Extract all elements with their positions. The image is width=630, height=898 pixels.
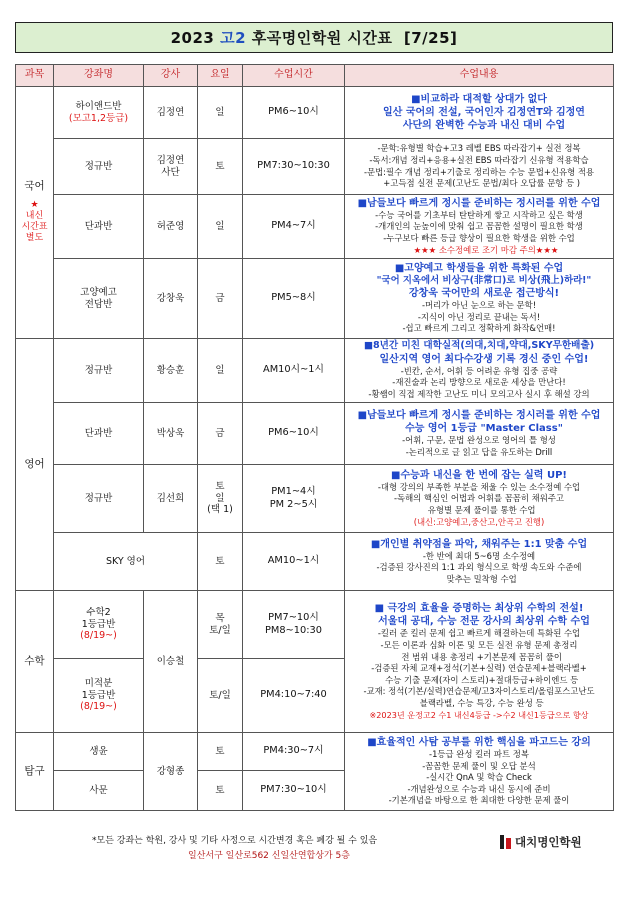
header-course: 강좌명 <box>54 65 144 87</box>
course-cell: 단과반 <box>54 403 144 465</box>
teacher-cell: 김정연 <box>144 87 198 139</box>
star-icon: ★ <box>30 199 39 210</box>
time-cell: PM5~8시 <box>243 259 345 339</box>
footer-note: *모든 강좌는 학원, 강사 및 기타 사정으로 시간변경 혹은 폐강 될 수 있음 <box>92 836 378 846</box>
table-row <box>16 139 614 195</box>
course-cell: SKY 영어 <box>54 533 198 591</box>
logo-mark-icon <box>500 835 511 849</box>
header-time: 수업시간 <box>243 65 345 87</box>
day-cell: 토 일 (택 1) <box>198 465 243 533</box>
schedule-table <box>15 64 614 811</box>
course-cell: 생윤 <box>54 733 144 771</box>
course-cell: 단과반 <box>54 195 144 259</box>
table-row <box>16 465 614 533</box>
course-cell: 사문 <box>54 771 144 811</box>
content-cell: ■효율적인 사탐 공부를 위한 핵심을 파고드는 강의 -1등급 완성 킬러 파트 정복 -꼼꼼한 문제 풀이 및 오답 분석 -실시간 QnA 및 학습 Check -개념완성으로 수능과 내신 동시에 준비 -기본개념을 바탕으로 한 최대한 다양한 문제 풀이 <box>345 733 614 811</box>
course-cell: 수학2 1등급반 (8/19~) <box>54 591 144 659</box>
content-cell: ■개인별 취약점을 파악, 채워주는 1:1 맞춤 수업 -한 반에 최대 5~6명 소수정예 -검증된 강사진의 1:1 과외 형식으로 학생 속도와 수준에 맞추는 밀착형 수업 <box>345 533 614 591</box>
footer-address: 일산서구 일산로562 신일산연합상가 5층 <box>188 851 350 861</box>
table-row <box>16 733 614 771</box>
teacher-cell: 박상욱 <box>144 403 198 465</box>
course-cell: 고양예고 전담반 <box>54 259 144 339</box>
header-content: 수업내용 <box>345 65 614 87</box>
title-grade: 고2 <box>220 29 247 47</box>
table-row <box>16 195 614 259</box>
content-cell: ■8년간 미친 대학실적(의대,치대,약대,SKY무한배출) 일산지역 영어 최다수강생 기록 경신 중인 수업! -빈칸, 순서, 어휘 등 어려운 유형 집중 공략 -재진술과 논리 방향으로 새로운 세상을 만난다! -황쌤이 직접 제작한 고난도 미니 모의고사 실시 후 해설 강의 <box>345 339 614 403</box>
header-subject: 과목 <box>16 65 54 87</box>
day-cell: 토 <box>198 533 243 591</box>
course-cell: 정규반 <box>54 339 144 403</box>
content-cell: ■남들보다 빠르게 정시를 준비하는 정시러를 위한 수업 -수능 국어를 기초부터 탄탄하게 쌓고 시작하고 싶은 학생 -개개인의 눈높이에 맞춰 쉽고 꼼꼼한 설명이 필요한 학생 -누구보다 빠른 등급 향상이 필요한 학생을 위한 수업 ★★★ 소수정예로 조기 마감 주의★★★ <box>345 195 614 259</box>
content-cell: ■고양예고 학생들을 위한 특화된 수업 "국어 지옥에서 비상구(非常口)로 비상(飛上)하라!" 강창욱 국어만의 새로운 접근방식! -머리가 아닌 눈으로 하는 문학! -지식이 아닌 정리로 끝내는 독서! -쉽고 빠르게 그리고 정확하게 화작&언매! <box>345 259 614 339</box>
teacher-cell: 김정연 사단 <box>144 139 198 195</box>
title-year: 2023 <box>170 28 215 47</box>
table-row <box>16 403 614 465</box>
day-cell: 토 <box>198 771 243 811</box>
time-cell: PM7~10시 PM8~10:30 <box>243 591 345 659</box>
time-cell: AM10~1시 <box>243 533 345 591</box>
teacher-cell: 강형종 <box>144 733 198 811</box>
day-cell: 일 <box>198 339 243 403</box>
page-title <box>15 22 613 53</box>
time-cell: AM10시~1시 <box>243 339 345 403</box>
table-row <box>16 339 614 403</box>
korean-schedule-note: ★ 내신 시간표 별도 <box>16 200 53 245</box>
content-cell: ■비교하라 대적할 상대가 없다 일산 국어의 전설, 국어인자 김정연T와 김정연 사단의 완벽한 수능과 내신 대비 수업 <box>345 87 614 139</box>
subject-math: 수학 <box>16 591 54 733</box>
teacher-cell: 강창욱 <box>144 259 198 339</box>
table-row <box>16 533 614 591</box>
day-cell: 일 <box>198 87 243 139</box>
header-day: 요일 <box>198 65 243 87</box>
title-name: 후곡명인학원 시간표 <box>251 29 393 47</box>
day-cell: 토/일 <box>198 659 243 733</box>
course-cell: 정규반 <box>54 139 144 195</box>
time-cell: PM4:30~7시 <box>243 733 345 771</box>
subject-korean-cell <box>16 87 54 339</box>
course-cell: 미적분 1등급반 (8/19~) <box>54 659 144 733</box>
day-cell: 토 <box>198 733 243 771</box>
table-row <box>16 591 614 659</box>
day-cell: 일 <box>198 195 243 259</box>
day-cell: 목 토/일 <box>198 591 243 659</box>
content-cell: ■남들보다 빠르게 정시를 준비하는 정시러를 위한 수업 수능 영어 1등급 "Master Class" -어휘, 구문, 문법 완성으로 영어의 틀 형성 -논리적으로 글 읽고 답을 유도하는 Drill <box>345 403 614 465</box>
table-row <box>16 259 614 339</box>
teacher-cell: 황승훈 <box>144 339 198 403</box>
time-cell: PM6~10시 <box>243 403 345 465</box>
teacher-cell: 허준영 <box>144 195 198 259</box>
day-cell: 토 <box>198 139 243 195</box>
time-cell: PM7:30~10:30 <box>243 139 345 195</box>
course-cell: 하이앤드반 (모고1,2등급) <box>54 87 144 139</box>
teacher-cell: 김선희 <box>144 465 198 533</box>
content-cell: ■ 극강의 효율을 증명하는 최상위 수학의 전설! 서울대 공대, 수능 전문 강사의 최상위 수학 수업 -킬러 준 킬러 문제 쉽고 빠르게 해결하는데 특화된 수업 -모든 이론과 심화 이론 및 모든 실전 유형 문제 총정리 전 범위 내용 총정리 +기본문제 꼼꼼히 풀이 -검증된 자체 교재+정석(기본+실력) 연습문제+블랙라벨+ 수능 기출 문제(자이 스토리)+절대등급+하이엔드 등 -교재: 정석(기본/실력)연습문제/고3자이스토리/올림포스고난도 블랙라벨, 수능 특강, 수능 완성 등 ※2023년 운정고2 수1 내신4등급 ->수2 내신1등급으로 향상 <box>345 591 614 733</box>
content-cell: ■수능과 내신을 한 번에 잡는 실력 UP! -대형 강의의 부족한 부분을 채울 수 있는 소수정예 수업 -독해의 핵심인 어법과 어휘를 꼼꼼히 채워주고 유형별 문제 풀이를 통한 수업 (내신:고양예고,중산고,안곡고 진행) <box>345 465 614 533</box>
logo-text: 대치명인학원 <box>515 835 582 849</box>
header-teacher: 강사 <box>144 65 198 87</box>
subject-korean: 국어 <box>24 180 45 193</box>
day-cell: 금 <box>198 403 243 465</box>
table-header-row <box>16 65 614 87</box>
academy-logo <box>500 834 582 850</box>
time-cell: PM4:10~7:40 <box>243 659 345 733</box>
time-cell: PM1~4시 PM 2~5시 <box>243 465 345 533</box>
subject-explore: 탐구 <box>16 733 54 811</box>
teacher-cell: 이승철 <box>144 591 198 733</box>
time-cell: PM7:30~10시 <box>243 771 345 811</box>
day-cell: 금 <box>198 259 243 339</box>
content-cell: -문학:유형별 학습+고3 레벨 EBS 따라잡기+ 실전 정복 -독서:개념 정리+응용+실전 EBS 따라잡기 신유형 적용학습 -문법:필수 개념 정리+기출로 정리하는 수능 문법+신유형 적용 +고득점 실전 문제(고난도 문법/최다 오답률 문항 등 ) <box>345 139 614 195</box>
table-row <box>16 87 614 139</box>
course-cell: 정규반 <box>54 465 144 533</box>
time-cell: PM4~7시 <box>243 195 345 259</box>
time-cell: PM6~10시 <box>243 87 345 139</box>
title-date: [7/25] <box>403 28 458 47</box>
subject-english: 영어 <box>16 339 54 591</box>
